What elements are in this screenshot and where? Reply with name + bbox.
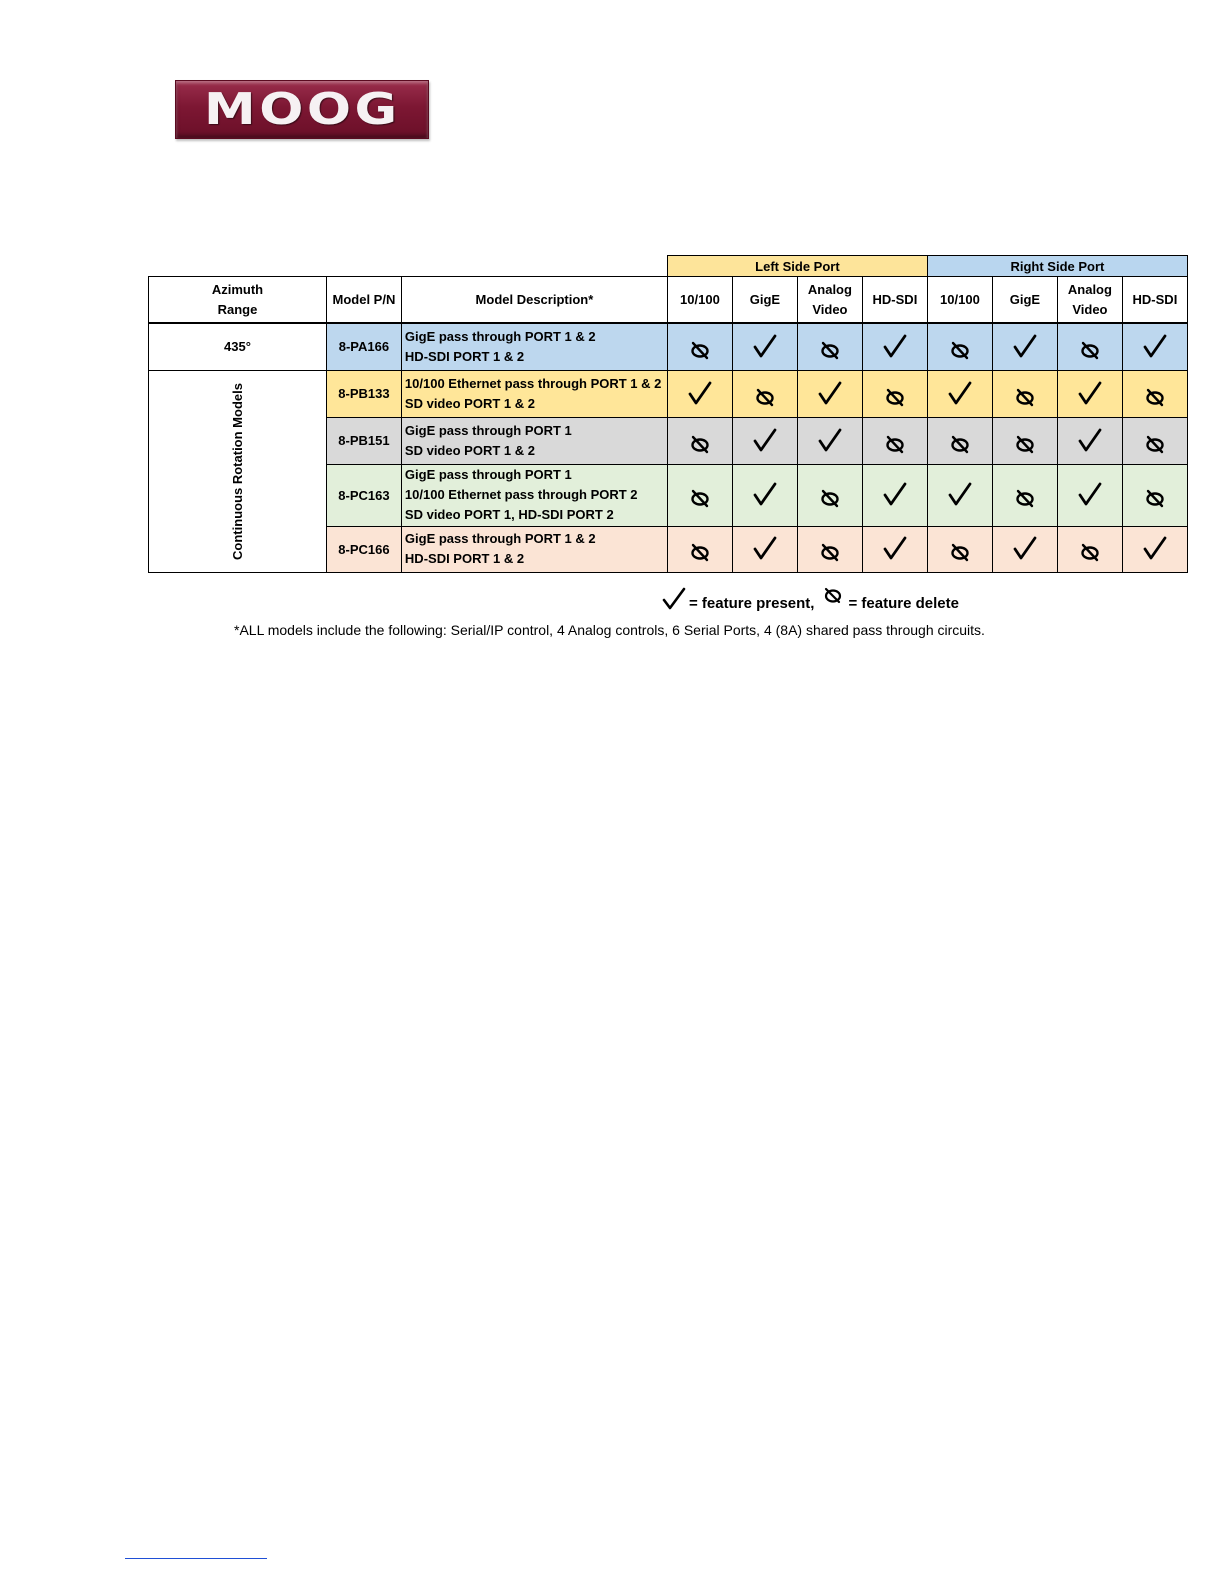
model-description-header: Model Description* xyxy=(401,277,667,324)
check-icon xyxy=(661,586,687,612)
azimuth-range-header: Azimuth Range xyxy=(149,277,327,324)
model-pn-cell: 8-PA166 xyxy=(326,323,401,370)
model-description-cell: GigE pass through PORT 1 10/100 Ethernet pass through PORT 2 SD video PORT 1, HD-SDI PORT 2 xyxy=(401,464,667,526)
group-header-row xyxy=(149,256,1188,277)
azimuth-435-cell: 435° xyxy=(149,323,327,370)
crossed-circle-icon xyxy=(1140,423,1170,459)
model-pn-cell: 8-PC166 xyxy=(326,526,401,572)
feature-cell xyxy=(992,370,1057,417)
crossed-circle-icon xyxy=(1010,423,1040,459)
crossed-circle-icon xyxy=(820,584,846,610)
crossed-circle-icon xyxy=(945,531,975,567)
feature-cell xyxy=(927,526,992,572)
crossed-circle-icon xyxy=(685,477,715,513)
feature-cell xyxy=(732,370,797,417)
left-hd-sdi-header: HD-SDI xyxy=(862,277,927,324)
feature-cell xyxy=(1122,464,1187,526)
logo-text: MOOG xyxy=(203,84,401,135)
feature-cell xyxy=(992,526,1057,572)
crossed-circle-icon xyxy=(945,329,975,365)
feature-cell xyxy=(992,464,1057,526)
footer-link-line xyxy=(125,1558,267,1559)
feature-cell xyxy=(862,526,927,572)
left-side-port-header: Left Side Port xyxy=(667,256,927,277)
check-icon xyxy=(815,378,845,408)
feature-cell xyxy=(862,417,927,464)
feature-cell xyxy=(732,417,797,464)
continuous-rotation-cell xyxy=(149,370,327,572)
feature-cell xyxy=(927,370,992,417)
check-icon xyxy=(1075,378,1105,408)
check-icon xyxy=(1140,331,1170,361)
crossed-circle-icon xyxy=(1140,376,1170,412)
feature-cell xyxy=(1122,370,1187,417)
feature-cell xyxy=(1122,417,1187,464)
feature-cell xyxy=(667,370,732,417)
feature-legend xyxy=(661,584,959,612)
feature-cell xyxy=(1057,417,1122,464)
feature-cell xyxy=(1057,323,1122,370)
check-icon xyxy=(685,378,715,408)
crossed-circle-icon xyxy=(815,531,845,567)
feature-cell xyxy=(862,370,927,417)
check-icon xyxy=(880,331,910,361)
feature-cell xyxy=(862,323,927,370)
crossed-circle-icon xyxy=(685,531,715,567)
check-icon xyxy=(1010,331,1040,361)
feature-cell xyxy=(732,464,797,526)
check-icon xyxy=(945,479,975,509)
feature-cell xyxy=(797,464,862,526)
feature-cell xyxy=(862,464,927,526)
moog-logo xyxy=(175,80,429,139)
feature-cell xyxy=(1057,526,1122,572)
footnote: *ALL models include the following: Serial/IP control, 4 Analog controls, 6 Serial Ports, 4 (8A) shared pass through circuits. xyxy=(234,622,985,638)
check-icon xyxy=(880,533,910,563)
column-header-row xyxy=(149,277,1188,324)
right-gige-header: GigE xyxy=(992,277,1057,324)
crossed-circle-icon xyxy=(1075,329,1105,365)
feature-cell xyxy=(667,526,732,572)
model-description-cell: GigE pass through PORT 1 & 2 HD-SDI PORT 1 & 2 xyxy=(401,526,667,572)
model-description-cell: GigE pass through PORT 1 SD video PORT 1 & 2 xyxy=(401,417,667,464)
check-icon xyxy=(945,378,975,408)
crossed-circle-icon xyxy=(815,329,845,365)
feature-cell xyxy=(927,417,992,464)
check-icon xyxy=(1075,425,1105,455)
feature-cell xyxy=(927,323,992,370)
table-row-8-pb133 xyxy=(149,370,1188,417)
continuous-rotation-label: Continuous Rotation Models xyxy=(229,382,245,560)
model-description-cell: 10/100 Ethernet pass through PORT 1 & 2 SD video PORT 1 & 2 xyxy=(401,370,667,417)
feature-cell xyxy=(667,323,732,370)
right-analog-video-header: Analog Video xyxy=(1057,277,1122,324)
left-analog-video-header: Analog Video xyxy=(797,277,862,324)
left-gige-header: GigE xyxy=(732,277,797,324)
model-pn-cell: 8-PB133 xyxy=(326,370,401,417)
feature-cell xyxy=(667,464,732,526)
feature-cell xyxy=(667,417,732,464)
check-icon xyxy=(750,533,780,563)
table-row-8-pa166 xyxy=(149,323,1188,370)
feature-cell xyxy=(992,417,1057,464)
feature-cell xyxy=(797,526,862,572)
model-description-cell: GigE pass through PORT 1 & 2 HD-SDI PORT 1 & 2 xyxy=(401,323,667,370)
feature-cell xyxy=(732,526,797,572)
check-icon xyxy=(750,425,780,455)
legend-delete-text: = feature delete xyxy=(848,595,959,612)
feature-cell xyxy=(732,323,797,370)
feature-cell xyxy=(797,417,862,464)
crossed-circle-icon xyxy=(880,423,910,459)
model-pn-cell: 8-PC163 xyxy=(326,464,401,526)
check-icon xyxy=(750,479,780,509)
right-hd-sdi-header: HD-SDI xyxy=(1122,277,1187,324)
feature-cell xyxy=(1057,464,1122,526)
crossed-circle-icon xyxy=(685,329,715,365)
check-icon xyxy=(1010,533,1040,563)
crossed-circle-icon xyxy=(1010,477,1040,513)
crossed-circle-icon xyxy=(750,376,780,412)
crossed-circle-icon xyxy=(880,376,910,412)
crossed-circle-icon xyxy=(1140,477,1170,513)
model-pn-header: Model P/N xyxy=(326,277,401,324)
right-side-port-header: Right Side Port xyxy=(927,256,1187,277)
feature-cell xyxy=(992,323,1057,370)
right-10-100-header: 10/100 xyxy=(927,277,992,324)
feature-cell xyxy=(1057,370,1122,417)
check-icon xyxy=(750,331,780,361)
check-icon xyxy=(880,479,910,509)
feature-cell xyxy=(1122,323,1187,370)
crossed-circle-icon xyxy=(1010,376,1040,412)
model-feature-table xyxy=(148,255,1188,573)
crossed-circle-icon xyxy=(945,423,975,459)
crossed-circle-icon xyxy=(815,477,845,513)
model-pn-cell: 8-PB151 xyxy=(326,417,401,464)
check-icon xyxy=(1075,479,1105,509)
check-icon xyxy=(1140,533,1170,563)
feature-cell xyxy=(927,464,992,526)
feature-cell xyxy=(797,323,862,370)
check-icon xyxy=(815,425,845,455)
legend-present-text: = feature present, xyxy=(689,595,815,612)
crossed-circle-icon xyxy=(1075,531,1105,567)
feature-cell xyxy=(797,370,862,417)
crossed-circle-icon xyxy=(685,423,715,459)
feature-cell xyxy=(1122,526,1187,572)
left-10-100-header: 10/100 xyxy=(667,277,732,324)
